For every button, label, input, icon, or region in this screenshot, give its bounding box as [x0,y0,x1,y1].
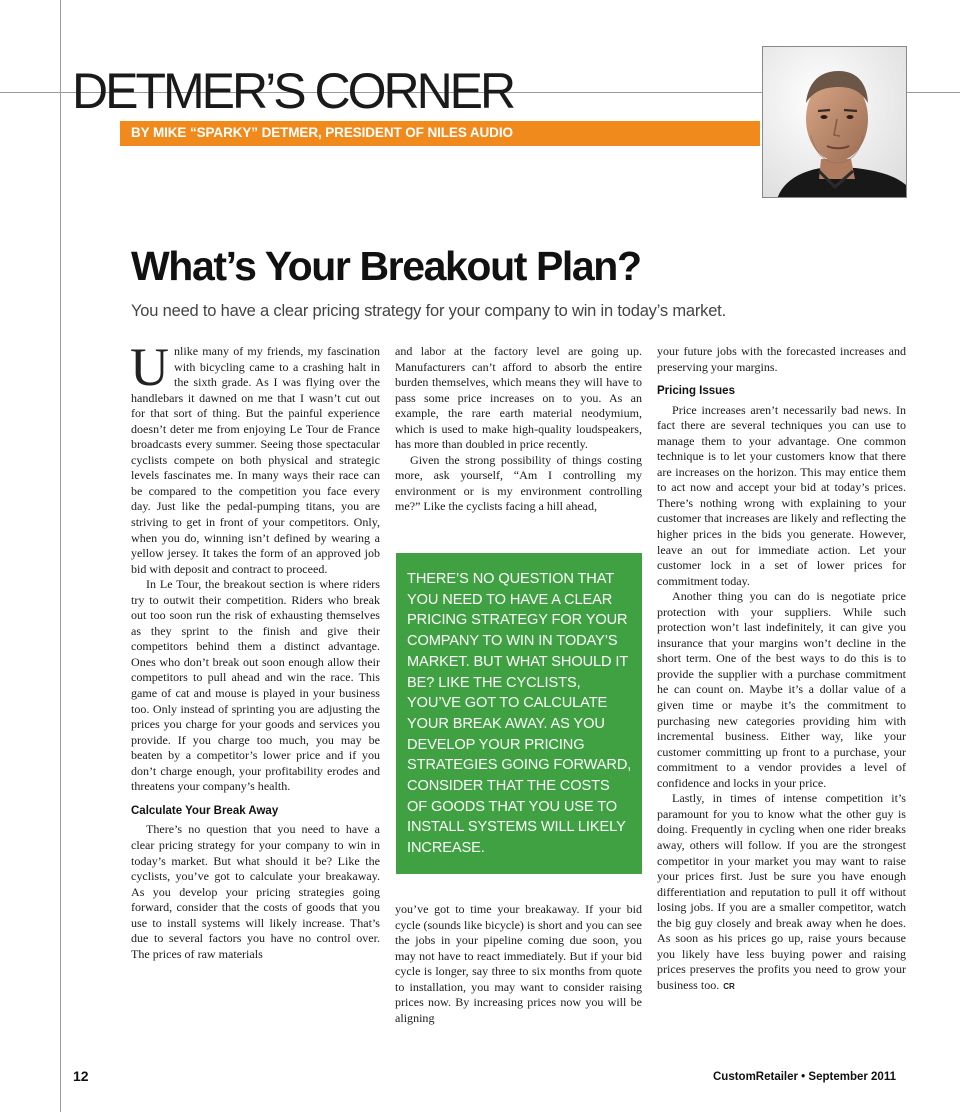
paragraph: you’ve got to time your breakaway. If your bid cycle (sounds like bicycle) is short and you can see the jobs in your pipeline coming due soon, you may not have to react immediately. But if your bid cycle is longer, say three to six months from quote to installation, you may want to consider raising prices now. By increasing prices now you will be aligning [395,902,642,1025]
author-portrait-svg [763,47,907,198]
paragraph: and labor at the factory level are going up. Manufacturers can’t afford to absorb the entire burden themselves, which means they will have to pass some price increases on to you. As an example, the rare earth material neodymium, which is used to make high-quality loudspeakers, has more than doubled in price recently. [395,344,642,452]
article-column-2-bottom [395,902,642,1026]
column-title: DETMER’S CORNER [72,63,514,119]
paragraph: Given the strong possibility of things costing more, ask yourself, “Am I controlling my environment or is my environment controlling me?” Like the cyclists facing a hill ahead, [395,452,642,514]
paragraph [130,337,380,577]
byline: BY MIKE “SPARKY” DETMER, PRESIDENT OF NILES AUDIO [131,125,513,140]
pullquote-text: THERE’S NO QUESTION THAT YOU NEED TO HAVE A CLEAR PRICING STRATEGY FOR YOUR COMPANY TO WIN IN TODAY’S MARKET. BUT WHAT SHOULD IT BE? LIKE THE CYCLISTS, YOU’VE GOT TO CALCULATE YOUR BREAK AWAY. AS YOU DEVELOP YOUR PRICING STRATEGIES GOING FORWARD, CONSIDER THAT THE COSTS OF GOODS THAT YOU USE TO INSTALL SYSTEMS WILL LIKELY INCREASE. [407,571,632,857]
paragraph: Price increases aren’t necessarily bad news. In fact there are several techniques you can use to manage them to your advantage. One common technique is to let your customers know that there are increases on the horizon. This may entice them to act now and accept your bid at today’s prices. There’s nothing wrong with explaining to your customer that increases are likely and reflecting the higher prices in the bids you generate. However, leave an out for immediate action. Let your customer lock in a set of lower prices for commitment today. [657,402,906,588]
paragraph-text: nlike many of my friends, my fascination with bicycling came to a crashing halt in the sixth grade. As I was flying over the handlebars it dawned on me that I wasn’t cut out for that sort of thing. But the painful experience doesn’t deter me from enjoying Le Tour de France broadcasts every summer. Seeing those spectacular cyclists compete on both physical and strategic levels fascinates me. In many ways their race can be compared to the competition you face every day. Just like the pedal-pumping titans, you are striving to get in front of your competitors. Only, when you do, winning isn’t defined by wearing a yellow jersey. It takes the form of an approved job bid with deposit and contract to proceed. [131,344,380,576]
paragraph: Another thing you can do is negotiate price protection with your suppliers. While such protection won’t last indefinitely, it can give you insurance that your margins won’t decline in the short term. One of the best ways to do this is to provide the supplier with a purchase commitment he can count on. Maybe it’s a dollar value of a given time or maybe it’s the commitment to purchasing new categories providing him with incremental business. Either way, like your customer committing up front to a purchase, your commitment to a vendor provides a level of confidence and locks in your price. [657,589,906,790]
section-subhead: Pricing Issues [657,385,735,398]
paragraph [657,791,906,994]
paragraph: In Le Tour, the breakout section is where riders try to outwit their competition. Riders who break out too soon run the risk of exhausting themselves as they sprint to the finish and give their competitors behind them a distinct advantage. Ones who don’t break out soon enough allow their competitors to pull ahead and win the race. This game of cat and mouse is played in your business too. Only instead of sprinting you are adjusting the prices you charge for your goods and services you provide. If you charge too much, you may be beaten by a competitor’s lower price and if you don’t charge enough, your profitability erodes and threatens your company’s health. [131,577,380,794]
paragraph: There’s no question that you need to have a clear pricing strategy for your company to win in today’s market. But what should it be? Like the cyclists, you’ve got to calculate your breakaway. As you develop your pricing strategies going forward, consider that the costs of goods that you use to install systems will likely increase. That’s due to several factors you have no control over. The prices of raw materials [131,822,380,961]
byline-bar [120,121,760,146]
publication-footer: CustomRetailer • September 2011 [713,1071,896,1083]
article-headline: What’s Your Breakout Plan? [131,243,641,289]
pullquote-box [396,553,642,874]
end-mark: CR [723,981,735,991]
article-column-2-top [395,344,642,515]
article-column-3 [657,344,906,994]
page-number: 12 [73,1068,89,1084]
section-subhead: Calculate Your Break Away [131,804,279,817]
drop-cap: U [130,337,169,397]
paragraph-text: Lastly, in times of intense competition it’s paramount for you to know what the other guy is doing. Frequently in cycling when one rider breaks away, others will follow. If you are the strongest competitor in your market you may want to raise your prices first. Just be sure you have enough differentiation and reputation to pull it off without losing jobs. If you are a smaller competitor, watch the big guy closely and break away when he does. As soon as his prices go up, raise yours because you likely have less buying power and raising prices preserves the profits you need to grow your business too. [657,791,906,992]
vertical-rule [60,0,61,1112]
author-portrait-icon [762,46,907,198]
article-deck: You need to have a clear pricing strategy for your company to win in today’s market. [131,302,726,320]
paragraph: your future jobs with the forecasted increases and preserving your margins. [657,344,906,374]
article-column-1 [130,337,380,962]
